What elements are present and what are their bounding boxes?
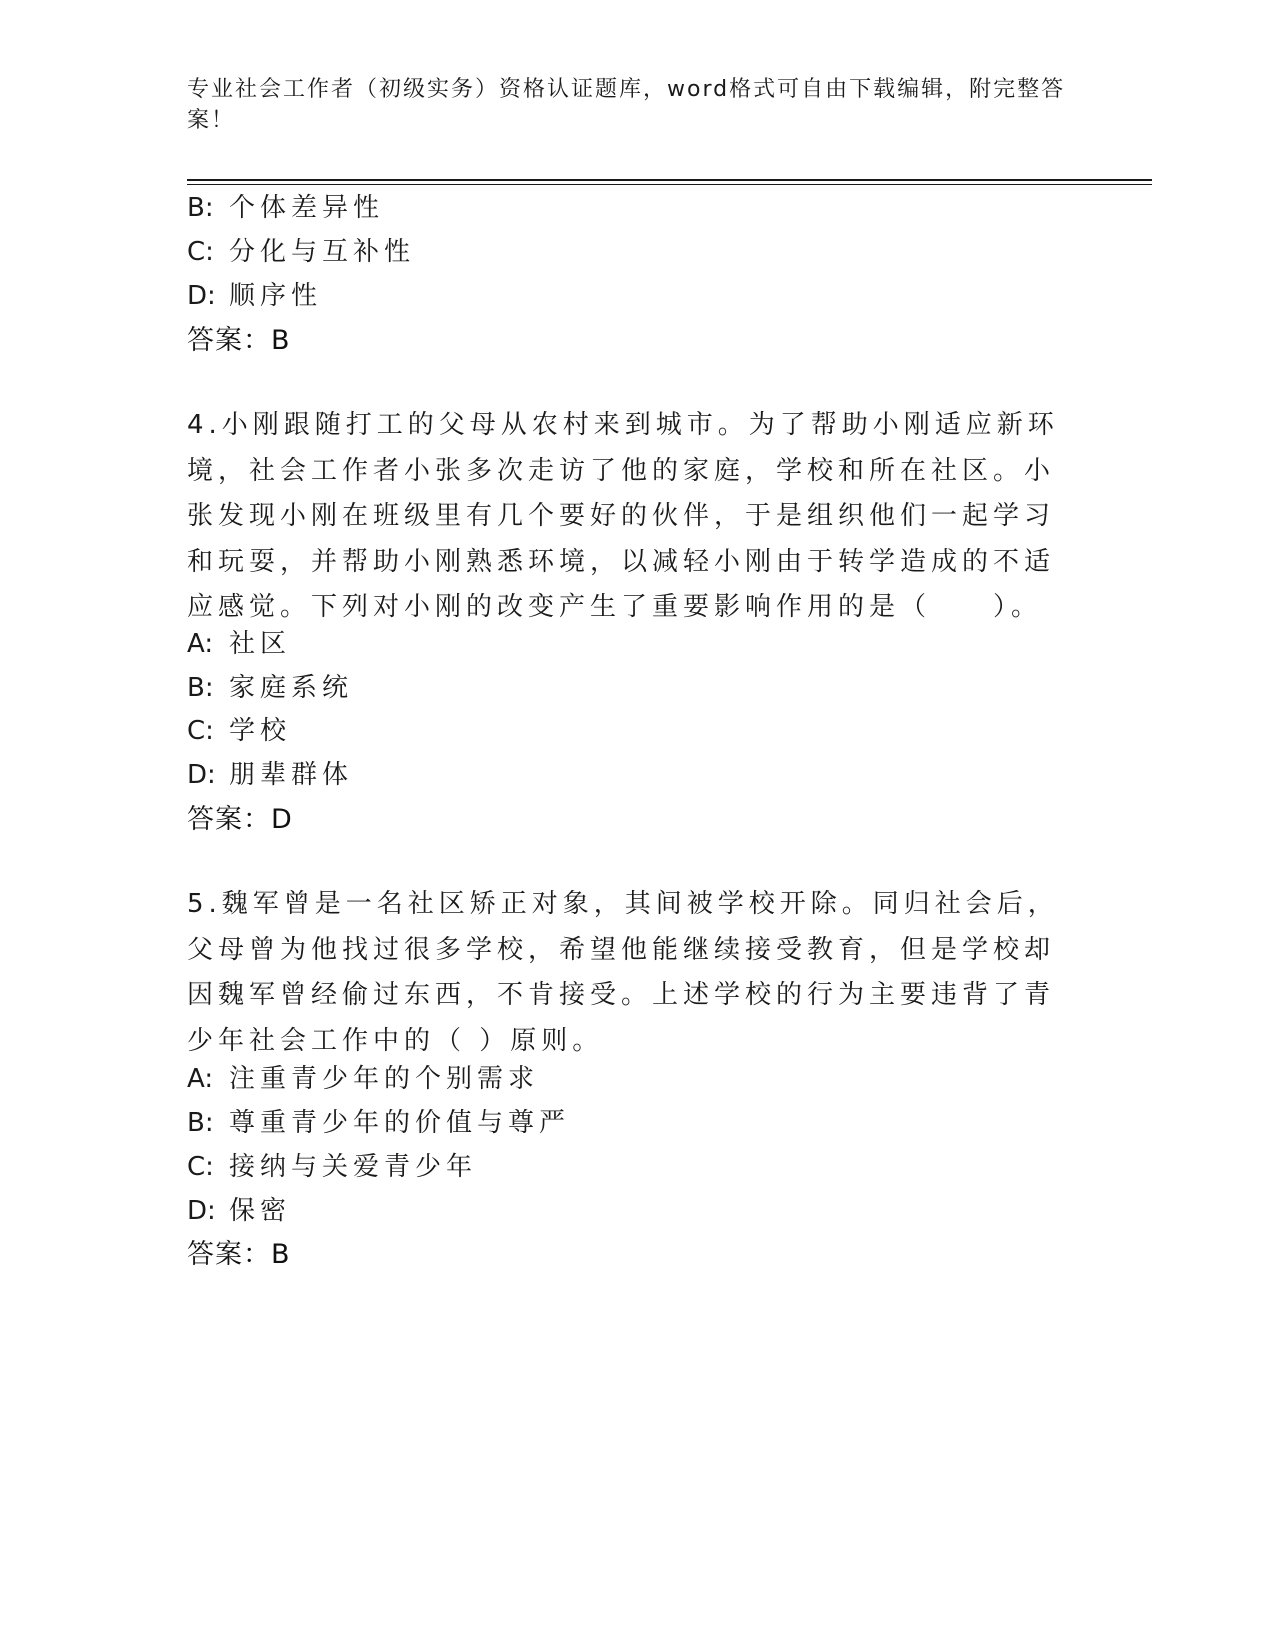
q3-option-d	[187, 275, 322, 312]
option-label: B:	[187, 1108, 214, 1138]
option-label: D:	[187, 1196, 216, 1226]
option-text: 社区	[229, 629, 292, 659]
option-label: A:	[187, 1064, 214, 1094]
q3-answer: 答案：B	[187, 325, 291, 356]
option-text: 注重青少年的个别需求	[229, 1064, 540, 1094]
option-text: 朋辈群体	[229, 760, 354, 790]
option-text: 尊重青少年的价值与尊严	[229, 1108, 571, 1138]
option-label: A:	[187, 629, 214, 659]
option-label: D:	[187, 760, 216, 790]
q5-option-d	[187, 1190, 291, 1227]
option-label: C:	[187, 237, 214, 267]
option-label: C:	[187, 716, 214, 746]
question-5-text: 5.魏军曾是一名社区矫正对象，其间被学校开除。同归社会后，父母曾为他找过很多学校，希望他能继续接受教育，但是学校却因魏军曾经偷过东西，不肯接受。上述学校的行为主要违背了青少年社会工作中的（ ）原则。	[187, 889, 1059, 1056]
header-rule-thick	[187, 179, 1152, 181]
q5-option-c	[187, 1146, 477, 1183]
q4-option-a	[187, 623, 291, 660]
option-text: 家庭系统	[229, 673, 354, 703]
q4-answer: 答案：D	[187, 804, 293, 835]
q5-option-a	[187, 1058, 539, 1095]
q5-option-b	[187, 1102, 570, 1139]
option-text: 接纳与关爱青少年	[229, 1152, 478, 1182]
q3-option-c	[187, 231, 415, 268]
option-text: 顺序性	[229, 281, 323, 311]
q4-option-b	[187, 667, 353, 704]
option-text: 分化与互补性	[229, 237, 416, 267]
option-label: C:	[187, 1152, 214, 1182]
option-text: 学校	[229, 716, 292, 746]
q4-option-c	[187, 710, 291, 747]
option-label: B:	[187, 673, 214, 703]
q4-option-d	[187, 754, 353, 791]
q5-answer: 答案：B	[187, 1239, 291, 1270]
option-text: 个体差异性	[229, 193, 385, 223]
question-4-text: 4.小刚跟随打工的父母从农村来到城市。为了帮助小刚适应新环境，社会工作者小张多次走访了他的家庭，学校和所在社区。小张发现小刚在班级里有几个要好的伙伴，于是组织他们一起学习和玩耍，并帮助小刚熟悉环境，以减轻小刚由于转学造成的不适应感觉。下列对小刚的改变产生了重要影响作用的是（ ）。	[187, 410, 1059, 622]
option-label: D:	[187, 281, 216, 311]
header-rule-thin	[187, 184, 1152, 185]
page-header: 专业社会工作者（初级实务）资格认证题库，word格式可自由下载编辑，附完整答案！	[187, 77, 1066, 133]
option-text: 保密	[229, 1196, 292, 1226]
option-label: B:	[187, 193, 214, 223]
q3-option-b	[187, 187, 384, 224]
